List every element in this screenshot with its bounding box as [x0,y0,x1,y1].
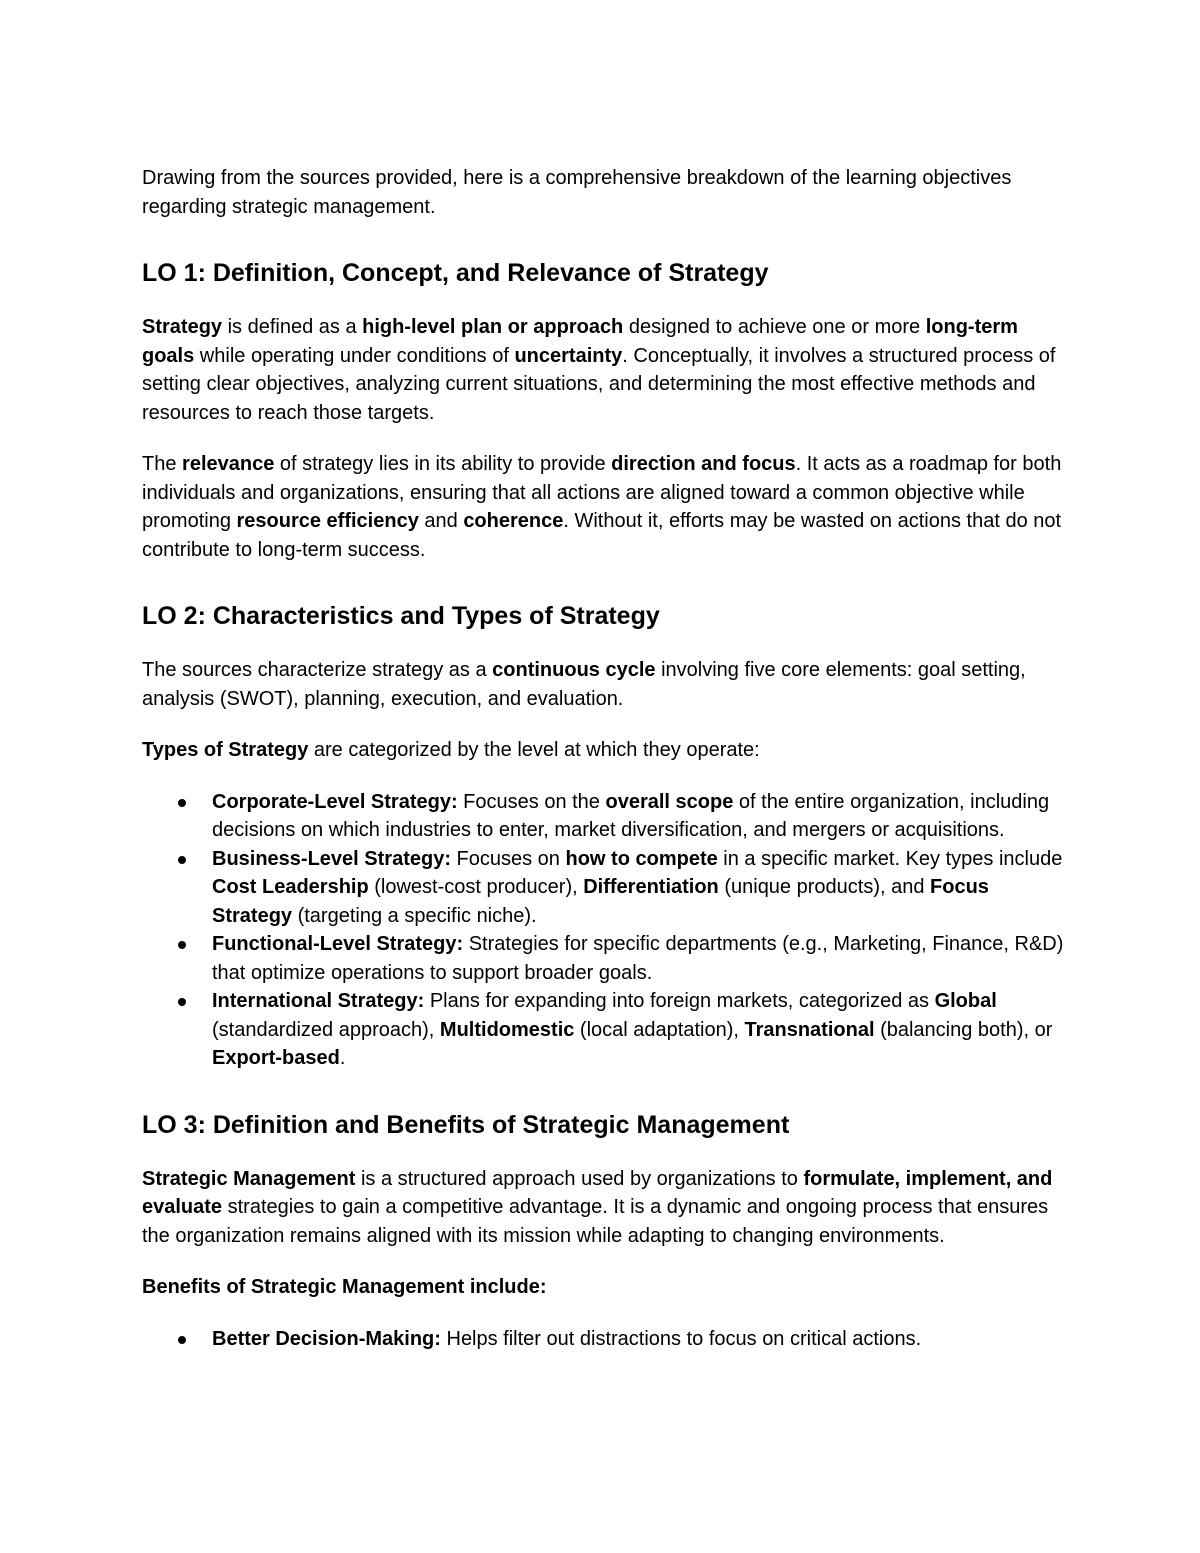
list-item-better-decision-making [142,1325,1072,1354]
list-item-international [142,987,1072,1073]
bold-term: formulate, implement, and evaluate [142,1167,1053,1218]
bold-term: Strategy [142,316,223,338]
bold-term: Business-Level Strategy: [212,847,451,870]
list-item-corporate-level [142,788,1072,845]
bullet-icon [178,998,186,1006]
list-item-text: Better Decision-Making: Helps filter out distractions to focus on critical actions. [212,1327,922,1350]
bold-term: Functional-Level Strategy: [212,933,464,955]
lo2-types-intro-paragraph: Types of Strategy are categorized by the level at which they operate: [142,739,760,761]
bold-term: high-level plan or approach [362,316,624,338]
bold-term: Focus Strategy [212,876,989,927]
list-item-text: Corporate-Level Strategy: Focuses on the overall scope of the entire organization, including decisions on which industries to enter, market diversification, and mergers or acquisitions. [212,790,1050,841]
bold-term: Differentiation [583,876,719,898]
bold-term: Global [934,990,997,1012]
lo2-heading: LO 2: Characteristics and Types of Strategy [142,602,660,630]
bold-term: resource efficiency [236,510,419,532]
bold-term: uncertainty [514,344,623,367]
intro-paragraph: Drawing from the sources provided, here is a comprehensive breakdown of the learning objectives regarding strategic management. [142,167,1012,218]
lo3-benefits-intro-paragraph [142,1273,1072,1302]
lo1-relevance-paragraph: The relevance of strategy lies in its ability to provide direction and focus. It acts as a roadmap for both individuals and organizations, ensuring that all actions are aligned toward a common objective while promoting resource efficiency and coherence. Without it, efforts may be wasted on actions that do not contribute to long-term success. [142,453,1062,561]
bold-term: Better Decision-Making: [212,1327,441,1350]
lo2-characteristics-paragraph: The sources characterize strategy as a continuous cycle involving five core elements: goal setting, analysis (SWOT), planning, execution, and evaluation. [142,659,1026,710]
list-item-text: International Strategy: Plans for expanding into foreign markets, categorized as Global (standardized approach), Multidomestic (local adaptation), Transnational (balancing both), or Export-based. [212,990,1053,1069]
list-item-text: Functional-Level Strategy: Strategies for specific departments (e.g., Marketing, Finance, R&D) that optimize operations to support broader goals. [212,933,1064,984]
bold-term: Corporate-Level Strategy: [212,790,458,813]
lo3-benefits-list [142,1325,1072,1354]
bold-term: how to compete [565,847,718,870]
bold-term: continuous cycle [492,659,656,681]
bold-term: Types of Strategy [142,739,309,761]
bold-term: Benefits of Strategic Management include: [142,1276,547,1298]
lo1-heading: LO 1: Definition, Concept, and Relevance of Strategy [142,259,769,287]
bold-term: International Strategy: [212,990,425,1012]
document-page [142,160,1072,1376]
lo3-definition-paragraph: Strategic Management is a structured approach used by organizations to formulate, implement, and evaluate strategies to gain a competitive advantage. It is a dynamic and ongoing process that ensures the organization remains aligned with its mission while adapting to changing environments. [142,1167,1053,1247]
bullet-icon [178,1336,186,1344]
bold-term: Multidomestic [439,1018,575,1041]
lo3-heading: LO 3: Definition and Benefits of Strategic Management [142,1110,790,1139]
bullet-icon [178,799,186,807]
bold-term: Cost Leadership [212,876,369,898]
list-item-business-level [142,845,1072,931]
bold-term: coherence [463,510,564,532]
bold-term: Strategic Management [142,1167,356,1190]
bold-term: relevance [182,453,275,475]
list-item-text: Business-Level Strategy: Focuses on how to compete in a specific market. Key types include Cost Leadership (lowest-cost producer), Differentiation (unique products), and Focus Strategy (targeting a specific niche). [212,847,1063,927]
bold-term: Export-based [212,1047,340,1069]
bullet-icon [178,856,186,864]
bold-term: Transnational [744,1018,875,1041]
lo2-types-list [142,788,1072,1073]
lo1-strategy-definition-paragraph: Strategy is defined as a high-level plan or approach designed to achieve one or more long-term goals while operating under conditions of uncertainty. Conceptually, it involves a structured process of setting clear objectives, analyzing current situations, and determining the most effective methods and resources to reach those targets. [142,316,1056,424]
bold-term: overall scope [605,790,734,813]
list-item-functional-level [142,930,1072,987]
bold-term: long-term goals [142,316,1018,367]
bold-term: direction and focus [611,453,796,475]
bullet-icon [178,941,186,949]
